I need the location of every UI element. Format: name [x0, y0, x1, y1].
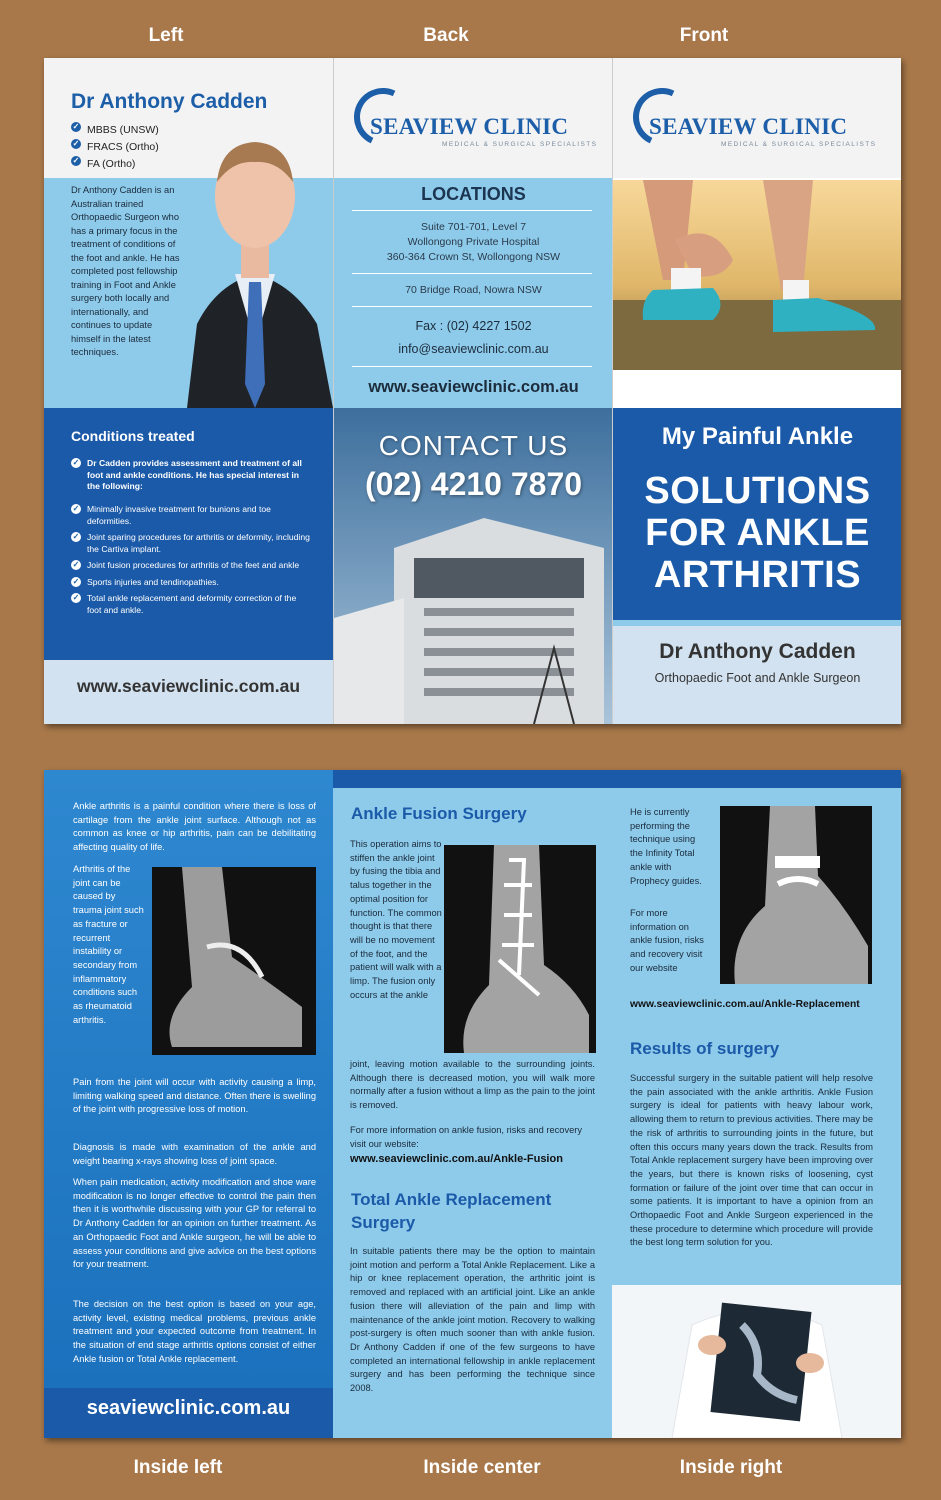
- title-line: FOR ANKLE: [645, 512, 870, 554]
- back-website[interactable]: www.seaviewclinic.com.au: [368, 378, 579, 396]
- divider: [352, 210, 592, 211]
- logo-subtitle: MEDICAL & SURGICAL SPECIALISTS: [442, 141, 598, 148]
- ankle-pain-photo: [613, 180, 901, 370]
- divider: [352, 273, 592, 274]
- inside-center-panel: [333, 770, 612, 1438]
- condition-item: ✓ Sports injuries and tendinopathies.: [71, 577, 311, 589]
- fusion-paragraph: This operation aims to stiffen the ankle joint by fusing the tibia and talus together in the optimal position for function. The common thought is that there will be no movement of the foot, and the patient will walk with a limp. The fusion only occurs at the ankle: [350, 839, 442, 1000]
- fusion-more-info: For more information on ankle fusion, risks and recovery visit our website:: [350, 1125, 583, 1149]
- fusion-title: Ankle Fusion Surgery: [351, 804, 527, 823]
- address-wollongong: [334, 220, 612, 265]
- left-panel: [44, 58, 333, 724]
- inside-right-panel: [612, 770, 901, 1438]
- divider: [352, 366, 592, 367]
- logo-name: SEAVIEW CLINIC: [370, 114, 569, 139]
- contact-title: CONTACT US: [378, 430, 569, 461]
- label-left: Left: [148, 25, 184, 46]
- divider: [352, 306, 592, 307]
- contact-phone[interactable]: (02) 4210 7870: [364, 466, 583, 502]
- il-paragraph: Diagnosis is made with examination of the ankle and weight bearing x-rays showing loss of joint space.: [73, 1142, 316, 1166]
- title-line: SOLUTIONS: [644, 470, 871, 512]
- replacement-paragraph: In suitable patients there may be the option to maintain joint motion and perform a Total Ankle Replacement. Like a hip or knee replacement operation, the arthritic joint is removed and replaced with an artificial joint. Like an ankle fusion there will alleviation of the pain and limp with maintenance of the ankle joint motion. Recovery to walking post-surgery is often much sooner than with ankle fusion. Dr Anthony Cadden if one of the few surgeons to have completed an international fellowship in ankle replacement surgery and has been performing the technique since 2008.: [350, 1246, 595, 1394]
- title-line: ARTHRITIS: [653, 554, 862, 596]
- conditions-list: [71, 504, 311, 616]
- top-band: [333, 770, 612, 788]
- qual-item: ✓ MBBS (UNSW): [71, 122, 159, 139]
- front-role: Orthopaedic Foot and Ankle Surgeon: [654, 671, 861, 685]
- front-title: [613, 470, 901, 596]
- il-paragraph: Pain from the joint will occur with activity causing a limp, limiting walking speed and distance. Often there is swelling of the joint with progressive loss of motion.: [73, 1077, 316, 1115]
- il-website[interactable]: seaviewclinic.com.au: [86, 1397, 291, 1419]
- conditions-intro: ✓ Dr Cadden provides assessment and treatment of all foot and ankle conditions. He has special interest in the following:: [71, 458, 311, 493]
- locations-title: LOCATIONS: [421, 184, 526, 204]
- label-back: Back: [423, 25, 469, 46]
- front-headline: My Painful Ankle: [661, 423, 854, 450]
- results-title: Results of surgery: [630, 1039, 780, 1058]
- fax: Fax : (02) 4227 1502: [415, 319, 532, 333]
- address-line: Suite 701-701, Level 7: [420, 221, 527, 233]
- condition-item: ✓ Joint fusion procedures for arthritis of the feet and ankle: [71, 560, 311, 572]
- il-paragraph: Ankle arthritis is a painful condition where there is loss of cartilage from the ankle joint surface. Although not as common as knee or hip arthritis, pain can be debilitating affecting quality of life.: [73, 801, 316, 853]
- label-inside-left: Inside left: [133, 1457, 223, 1478]
- fusion-paragraph-cont: joint, leaving motion available to the surrounding joints. Although there is decreased motion, you will walk more normally after a fusion without a limp as the pain to the joint is removed.: [350, 1059, 595, 1111]
- ankle-xray-image: [152, 867, 316, 1055]
- il-paragraph: Arthritis of the joint can be caused by trauma joint such as fracture or recurrent instability or secondary from inflammatory conditions such as rheumatoid arthritis.: [73, 864, 144, 1025]
- label-inside-right: Inside right: [679, 1457, 783, 1478]
- back-logo: [334, 58, 612, 178]
- doctor-name: Dr Anthony Cadden: [71, 90, 268, 113]
- replacement-xray-image: [720, 806, 872, 984]
- logo-name: SEAVIEW CLINIC: [649, 114, 848, 139]
- fusion-link[interactable]: www.seaviewclinic.com.au/Ankle-Fusion: [350, 1153, 563, 1165]
- condition-item: ✓ Joint sparing procedures for arthritis or deformity, including the Cartiva implant.: [71, 532, 311, 555]
- front-logo: [613, 58, 901, 178]
- qual-item: ✓ FRACS (Ortho): [71, 139, 159, 156]
- doctor-portrait: [177, 124, 333, 408]
- top-band: [612, 770, 901, 788]
- condition-item: ✓ Total ankle replacement and deformity correction of the foot and ankle.: [71, 593, 311, 616]
- ir-paragraph: For more information on ankle fusion, risks and recovery visit our website: [630, 908, 704, 973]
- qual-item: ✓ FA (Ortho): [71, 156, 159, 173]
- label-front: Front: [679, 25, 729, 46]
- replacement-link[interactable]: www.seaviewclinic.com.au/Ankle-Replacement: [630, 999, 860, 1010]
- back-panel: [333, 58, 612, 724]
- qualifications: [71, 122, 159, 173]
- condition-item: ✓ Minimally invasive treatment for bunions and toe deformities.: [71, 504, 311, 527]
- conditions-title: Conditions treated: [71, 428, 195, 444]
- doctor-bio: Dr Anthony Cadden is an Australian trained Orthopaedic Surgeon who has a primary focus in the treatment of conditions of the foot and ankle. He has completed post fellowship training in Foot and Ankle surgery both locally and internationally, and continues to update himself in the latest techniques.: [71, 185, 180, 357]
- front-panel: [612, 58, 901, 724]
- fusion-xray-image: [444, 845, 596, 1053]
- address-nowra: 70 Bridge Road, Nowra NSW: [405, 284, 542, 296]
- inside-left-panel: [44, 770, 333, 1438]
- logo-subtitle: MEDICAL & SURGICAL SPECIALISTS: [721, 141, 877, 148]
- address-line: 360-364 Crown St, Wollongong NSW: [386, 251, 561, 263]
- email[interactable]: info@seaviewclinic.com.au: [398, 342, 549, 356]
- address-line: Wollongong Private Hospital: [407, 236, 540, 248]
- replacement-title: Total Ankle Replacement Surgery: [351, 1190, 552, 1232]
- results-paragraph: Successful surgery in the suitable patient will help resolve the pain associated with the ankle arthritis. Ankle Fusion surgery is ideal for patients with heavy labour work, allowing them to return to previous activities. There may be the risk of arthritis to surrounding joints in the future, but often this occurs many years down the track. Results from Total Ankle replacement surgery have been improving over the years, but there is known risks of loosening, cyst formation or failure of the joint over time that can occur in some patients. It is important to have a opinion from an Orthopaedic Foot and Ankle Surgeon experienced in the these procedure to determine which procedure will provide the best long term solution for you.: [630, 1073, 873, 1248]
- label-inside-center: Inside center: [423, 1457, 541, 1478]
- il-paragraph: When pain medication, activity modification and shoe ware modification is no longer effective to control the pain then then it is worthwhile discussing with your GP for referral to Dr Anthony Cadden for an opinion on further treatment. As an Orthopaedic Foot and Ankle surgeon, he will be able to assess your conditions and give advice on the best options for your treatment.: [73, 1177, 316, 1270]
- il-paragraph: The decision on the best option is based on your age, activity level, existing medical problems, previous ankle treatment and your expected outcome from treatment. In the situation of end stage arthritis options consist of either Ankle fusion or Total Ankle replacement.: [73, 1299, 316, 1364]
- left-website[interactable]: www.seaviewclinic.com.au: [76, 676, 301, 696]
- front-doctor: Dr Anthony Cadden: [659, 640, 856, 663]
- ir-paragraph: He is currently performing the technique using the Infinity Total ankle with Prophecy guides.: [630, 807, 702, 886]
- doctor-xray-photo: [612, 1285, 901, 1438]
